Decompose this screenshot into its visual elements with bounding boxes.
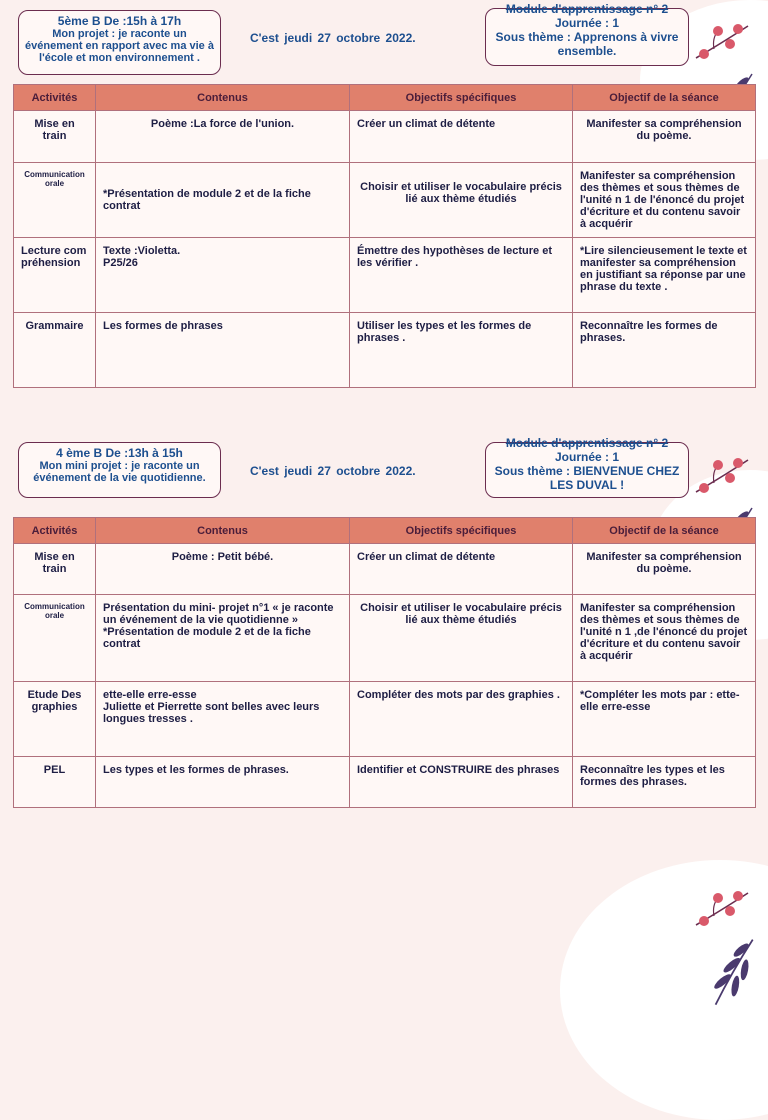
header-objectives: Objectifs spécifiques: [350, 518, 573, 544]
session-goal-cell: Manifester sa compréhension des thèmes et sous thèmes de l'unité n 1 de l'énoncé du projet d'écriture et du contenu savoir à acquérir: [573, 163, 756, 238]
project-description: Mon projet : je raconte un événement en rapport avec ma vie à l'école et mon environnement .: [25, 28, 214, 64]
module-theme: Sous thème : Apprenons à vivre ensemble.: [495, 30, 679, 58]
content-cell: Les formes de phrases: [96, 313, 350, 388]
berry-branch-icon: [692, 885, 752, 930]
table-row: [14, 757, 756, 808]
lesson-date: C'est jeudi 27 octobre 2022.: [250, 31, 416, 45]
table-row: [14, 544, 756, 595]
module-day: Journée : 1: [554, 16, 620, 30]
objective-cell: Compléter des mots par des graphies .: [350, 682, 573, 757]
module-title: Module d'apprentissage n° 2: [505, 2, 669, 16]
lesson-table: [13, 517, 756, 808]
header-contents: Contenus: [96, 518, 350, 544]
class-schedule: 4 ème B De :13h à 15h: [56, 446, 183, 460]
content-cell: Poème : Petit bébé.: [96, 544, 350, 595]
module-title: Module d'apprentissage n° 2: [505, 436, 669, 450]
table-row: [14, 682, 756, 757]
content-cell: Texte :Violetta. P25/26: [96, 238, 350, 313]
lesson-table: [13, 84, 756, 388]
objective-cell: Identifier et CONSTRUIRE des phrases: [350, 757, 573, 808]
content-cell: Présentation du mini- projet n°1 « je raconte un événement de la vie quotidienne » *Présentation de module 2 et de la fiche contrat: [96, 595, 350, 682]
project-description: Mon mini projet : je raconte un événement de la vie quotidienne.: [33, 460, 206, 484]
session-goal-cell: Reconnaître les formes de phrases.: [573, 313, 756, 388]
session-goal-cell: Manifester sa compréhension des thèmes et sous thèmes de l'unité n 1 ,de l'énoncé du projet d'écriture et du contenu savoir à acquérir: [573, 595, 756, 682]
objective-cell: Choisir et utiliser le vocabulaire précis lié aux thème étudiés: [350, 163, 573, 238]
activity-cell: Lecture compréhension: [14, 238, 96, 313]
activity-cell: Communication orale: [14, 163, 96, 238]
objective-cell: Utiliser les types et les formes de phrases .: [350, 313, 573, 388]
objective-cell: Choisir et utiliser le vocabulaire précis lié aux thème étudiés: [350, 595, 573, 682]
table-row: [14, 313, 756, 388]
content-cell: ette-elle erre-esse Juliette et Pierrette sont belles avec leurs longues tresses .: [96, 682, 350, 757]
header-activities: Activités: [14, 518, 96, 544]
session-goal-cell: Reconnaître les types et les formes des phrases.: [573, 757, 756, 808]
table-header-row: [14, 85, 756, 111]
content-cell: *Présentation de module 2 et de la fiche contrat: [96, 163, 350, 238]
class-info-box: [18, 442, 221, 498]
activity-cell: PEL: [14, 757, 96, 808]
session-goal-cell: Manifester sa compréhension du poème.: [573, 111, 756, 163]
lesson-date: C'est jeudi 27 octobre 2022.: [250, 464, 416, 478]
class-info-box: [18, 10, 221, 75]
activity-cell: Communication orale: [14, 595, 96, 682]
header-session-goal: Objectif de la séance: [573, 518, 756, 544]
objective-cell: Créer un climat de détente: [350, 544, 573, 595]
header-activities: Activités: [14, 85, 96, 111]
content-cell: Poème :La force de l'union.: [96, 111, 350, 163]
class-schedule: 5ème B De :15h à 17h: [57, 14, 182, 28]
session-goal-cell: *Compléter les mots par : ette-elle erre-esse: [573, 682, 756, 757]
module-theme: Sous thème : BIENVENUE CHEZ LES DUVAL !: [494, 464, 680, 492]
header-contents: Contenus: [96, 85, 350, 111]
table-header-row: [14, 518, 756, 544]
module-info-box: [485, 2, 689, 66]
content-cell: Les types et les formes de phrases.: [96, 757, 350, 808]
module-day: Journée : 1: [554, 450, 620, 464]
berry-branch-icon: [692, 18, 752, 63]
header-objectives: Objectifs spécifiques: [350, 85, 573, 111]
objective-cell: Émettre des hypothèses de lecture et les vérifier .: [350, 238, 573, 313]
activity-cell: Mise en train: [14, 544, 96, 595]
session-goal-cell: *Lire silencieusement le texte et manifester sa compréhension en justifiant sa réponse par une phrase du texte .: [573, 238, 756, 313]
leaf-sprig-icon: [706, 935, 760, 1007]
table-row: [14, 238, 756, 313]
berry-branch-icon: [692, 452, 752, 497]
table-row: [14, 111, 756, 163]
table-row: [14, 163, 756, 238]
header-session-goal: Objectif de la séance: [573, 85, 756, 111]
module-info-box: [485, 436, 689, 498]
table-row: [14, 595, 756, 682]
activity-cell: Mise en train: [14, 111, 96, 163]
objective-cell: Créer un climat de détente: [350, 111, 573, 163]
activity-cell: Etude Des graphies: [14, 682, 96, 757]
session-goal-cell: Manifester sa compréhension du poème.: [573, 544, 756, 595]
activity-cell: Grammaire: [14, 313, 96, 388]
